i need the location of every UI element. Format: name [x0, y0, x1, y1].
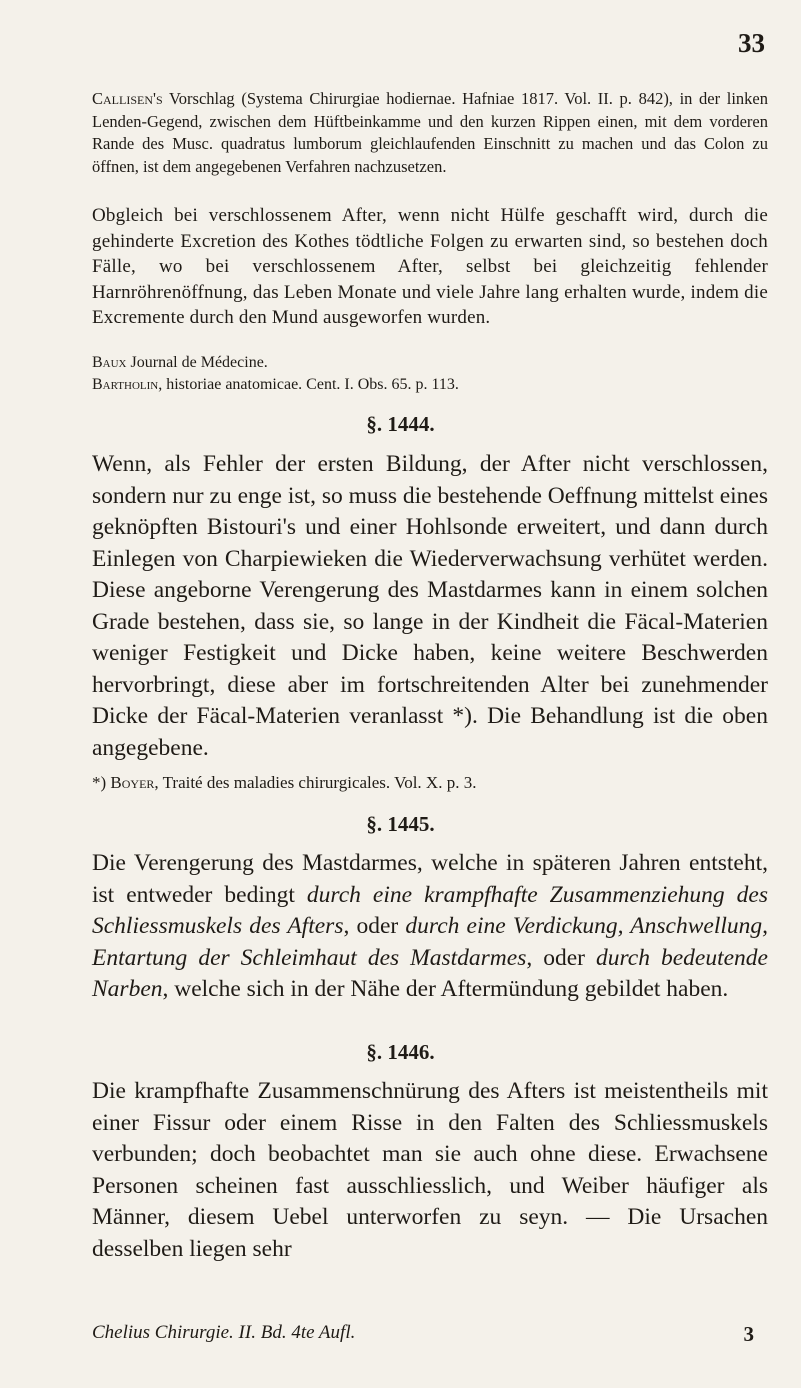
section-1446-text: Die krampfhafte Zusammenschnürung des Afters ist meistentheils mit einer Fissur oder einem Risse in den Falten des Schliessmuskels verbunden; doch beobachtet man sie auch ohne diese. Erwachsene Personen scheinen fast ausschliesslich, und Weiber häufiger als Männer, diesem Uebel unterworfen zu seyn. — Die Ursachen desselben liegen sehr [92, 1078, 768, 1262]
signature-sheet-number: 3 [743, 1322, 754, 1346]
text-run: , welche sich in der Nähe der Aftermündung gebildet haben. [162, 976, 729, 1002]
section-1445-text [92, 848, 768, 1006]
reference-text: Journal de Médecine. [130, 354, 268, 371]
obgleich-paragraph: Obgleich bei verschlossenem After, wenn nicht Hülfe geschafft wird, durch die gehinderte Excretion des Kothes tödtliche Folgen zu erwarten sind, so bestehen doch Fälle, wo bei verschlossenem After, selbst bei gleichzeitig fehlender Harnröhrenöffnung, das Leben Monate und viele Jahre lang erhalten wurde, indem die Excremente durch den Mund ausgeworfen wurden. [92, 205, 768, 328]
printer-signature [92, 1322, 768, 1344]
author-name: Callisen's [92, 89, 163, 108]
section-heading-1445: §. 1445. [366, 812, 435, 836]
signature-text: Chelius Chirurgie. II. Bd. 4te Aufl. [92, 1322, 356, 1343]
footnote-boyer [92, 772, 768, 793]
emphasis-run: durch eine krampfhafte Zusammenziehung des Schliessmuskels des Afters [92, 881, 768, 939]
emphasis-run: durch bedeutende Narben [92, 944, 768, 1002]
reference-text: , historiae anatomicae. Cent. I. Obs. 65. p. 113. [158, 376, 459, 393]
text-run: , oder [526, 944, 597, 971]
footnote-author: *) Boyer [92, 773, 155, 792]
paragraph-text: Vorschlag (Systema Chirurgiae hodiernae. Hafniae 1817. Vol. II. p. 842), in der linken Lenden-Gegend, zwischen dem Hüftbeinkamme und den kurzen Rippen einen, mit dem vorderen Rande des Musc. quadratus lumborum gleichlaufenden Einschnitt zu machen und das Colon zu öffnen, ist dem angegebenen Verfahren nachzusetzen. [92, 89, 768, 176]
reference-bartholin [92, 374, 768, 395]
section-heading-1444: §. 1444. [366, 412, 435, 436]
section-1444-text: Wenn, als Fehler der ersten Bildung, der After nicht verschlossen, sondern nur zu enge ist, so muss die bestehende Oeffnung mittelst eines geknöpften Bistouri's und einer Hohlsonde erweitert, und dann durch Einlegen von Charpiewieken die Wiederverwachsung verhütet werden. Diese angeborne Verengerung des Mastdarmes kann in einem solchen Grade bestehen, dass sie, so lange in der Kindheit die Fäcal-Materien weniger Festigkeit und Dicke haben, keine weitere Beschwerden hervorbringt, diese aber im fortschreitenden Alter bei zunehmender Dicke der Fäcal-Materien veranlasst *). Die Behandlung ist die oben angegebene. [92, 451, 768, 761]
section-heading-1446: §. 1446. [366, 1040, 435, 1064]
text-run: , oder [343, 913, 406, 939]
text-run: Die Verengerung des Mastdarmes, welche in späteren Jahren entsteht, ist entweder bedingt [92, 850, 768, 908]
page-number: 33 [738, 28, 765, 58]
author-name: Bartholin [92, 376, 159, 393]
callisen-paragraph [92, 88, 768, 178]
emphasis-run: durch eine Verdickung, Anschwellung, Entartung der Schleimhaut des Mastdarmes [92, 913, 768, 971]
footnote-text: , Traité des maladies chirurgicales. Vol. X. p. 3. [154, 773, 477, 792]
author-name: Baux [92, 354, 127, 371]
reference-baux [92, 352, 768, 373]
